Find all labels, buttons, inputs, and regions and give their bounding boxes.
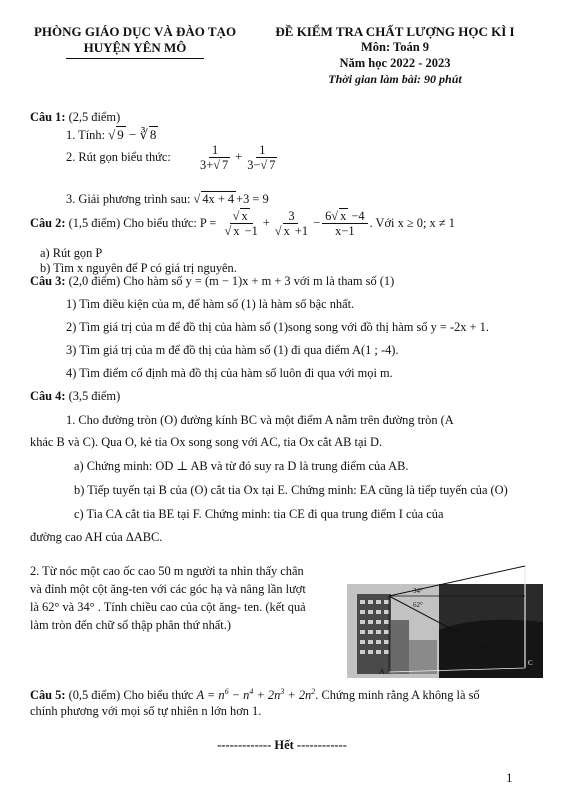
exam-title: ĐỀ KIỂM TRA CHẤT LƯỢNG HỌC KÌ I bbox=[275, 24, 515, 39]
end-marker: ------------- Hết ------------ bbox=[217, 738, 347, 752]
q4-part2-line2: và đỉnh một cột ăng-ten với các góc hạ và nâng lần lượt bbox=[30, 582, 306, 596]
q4-label: Câu 4: bbox=[30, 389, 66, 403]
q4-b: b) Tiếp tuyến tại B của (O) cắt tia Ox tại E. Chứng minh: EA cũng là tiếp tuyến của (O) bbox=[74, 483, 508, 497]
q2-text: (1,5 điểm) Cho biểu thức: P = bbox=[68, 216, 217, 231]
q3-part1: 1) Tìm điều kiện của m, để hàm số (1) là hàm số bậc nhất. bbox=[66, 297, 355, 311]
q4-c-line2: đường cao AH của ΔABC. bbox=[30, 530, 163, 544]
q2-label: Câu 2: bbox=[30, 216, 66, 231]
exam-header bbox=[250, 24, 540, 87]
fraction-p3: $\frac{6√ x -4}{x-1}$ bbox=[322, 209, 367, 239]
q4-part1-line1: 1. Cho đường tròn (O) đường kính BC và một điểm A nằm trên đường tròn (A bbox=[66, 413, 454, 427]
point-E-label: E bbox=[525, 562, 530, 570]
q4-a: a) Chứng minh: OD ⊥ AB và từ đó suy ra D là trung điểm của AB. bbox=[74, 459, 409, 473]
antenna-figure-svg bbox=[347, 560, 543, 678]
q1-part1 bbox=[66, 127, 158, 144]
q4-c-line1: c) Tia CA cắt tia BE tại F. Chứng minh: tia CE đi qua trung điểm I của của bbox=[74, 507, 444, 521]
q2-heading: Câu 2: (1,5 điểm) Cho biểu thức: P = $\frac{√ x}{√ x -1}$ + $\frac{3}{√ x +1}$ − $\frac{6√ x -4}{x-1}$ . Với x ≥ 0; x ≠ 1 bbox=[30, 209, 455, 239]
q1-part3-text: 3. Giải phương trình sau: bbox=[66, 192, 191, 206]
q1-heading bbox=[30, 110, 120, 126]
q1-points: (2,5 điểm) bbox=[68, 110, 121, 124]
district-name: HUYỆN YÊN MÔ bbox=[66, 40, 205, 58]
q2-condition: . Với x ≥ 0; x ≠ 1 bbox=[369, 216, 455, 231]
sqrt-expr: √ 9 − ∛ 8 bbox=[108, 127, 157, 142]
fraction-p1: $\frac{√ x}{√ x -1}$ bbox=[224, 209, 258, 239]
q1-part2: 2. Rút gọn biểu thức: $\frac{1}{3+√ 7}$ + $\frac{1}{3-√ 7}$ bbox=[66, 143, 282, 173]
exam-time: Thời gian làm bài: 90 phút bbox=[328, 71, 462, 86]
q3-part4: 4) Tìm điểm cố định mà đồ thị của hàm số luôn đi qua với mọi m. bbox=[66, 366, 393, 380]
q5-text-b: . Chứng minh rằng A không là số bbox=[315, 688, 480, 703]
exam-subject: Môn: Toán 9 bbox=[360, 40, 430, 55]
q3-text: (2,0 điểm) Cho hàm số y = (m − 1)x + m + 3 với m là tham số (1) bbox=[68, 274, 395, 288]
page-number: 1 bbox=[506, 770, 513, 785]
point-A-label: A bbox=[379, 667, 385, 676]
school-header bbox=[30, 24, 240, 59]
q5-text-a: Cho biểu thức bbox=[123, 688, 194, 703]
q3-part2: 2) Tìm giá trị của m để đồ thị của hàm số (1)song song với đồ thị hàm số y = -2x + 1. bbox=[66, 320, 489, 334]
fraction-2: $\frac{1}{3-√ 7}$ bbox=[247, 143, 276, 173]
q5-line2: chính phương với mọi số tự nhiên n lớn hơn 1. bbox=[30, 704, 262, 718]
q1-part1-text: 1. Tính: bbox=[66, 128, 106, 142]
fraction-1: $\frac{1}{3+√ 7}$ bbox=[200, 143, 229, 173]
exam-year: Năm học 2022 - 2023 bbox=[339, 55, 451, 70]
q3-heading bbox=[30, 274, 394, 290]
angle-62-label: 62° bbox=[413, 601, 423, 609]
q1-part3-tail: +3 = 9 bbox=[236, 192, 269, 206]
q4-part1-line2: khác B và C). Qua O, kẻ tia Ox song song với AC, tia Ox cắt AB tại D. bbox=[30, 435, 383, 449]
q5-points: (0,5 điểm) bbox=[68, 688, 121, 703]
q1-label: Câu 1: bbox=[30, 110, 66, 124]
q4-part2-line4: làm tròn đến chữ số thập phân thứ nhất.) bbox=[30, 618, 231, 632]
angle-34-label: 34° bbox=[413, 587, 423, 595]
antenna-figure bbox=[347, 560, 543, 678]
q3-part3: 3) Tìm giá trị của m để đồ thị của hàm số (1) đi qua điểm A(1 ; -4). bbox=[66, 343, 399, 357]
q4-part2-line3: là 62° và 34° . Tính chiều cao của cột ăng- ten. (kết quả bbox=[30, 600, 306, 614]
q1-part3: 3. Giải phương trình sau: √ 4x + 4 +3 = 9 bbox=[66, 192, 269, 206]
q4-part2-line1: 2. Từ nóc một cao ốc cao 50 m người ta nhìn thấy chân bbox=[30, 564, 304, 578]
fraction-p2: $\frac{3}{√ x +1}$ bbox=[274, 209, 309, 239]
q5-expression: $A = n^6 - n^4 + 2n^3 + 2n^2$ bbox=[196, 687, 316, 703]
q5-label: Câu 5: bbox=[30, 688, 66, 703]
point-C-label: C bbox=[528, 659, 533, 667]
q4-heading bbox=[30, 389, 120, 405]
q2-a: a) Rút gọn P bbox=[40, 246, 103, 260]
department-name: PHÒNG GIÁO DỤC VÀ ĐÀO TẠO bbox=[33, 24, 237, 39]
q5-line1 bbox=[30, 687, 480, 704]
q2-b: b) Tìm x nguyên để P có giá trị nguyên. bbox=[40, 261, 237, 275]
q3-label: Câu 3: bbox=[30, 274, 66, 288]
q1-part2-text: 2. Rút gọn biểu thức: bbox=[66, 150, 171, 165]
q4-points: (3,5 điểm) bbox=[68, 389, 121, 403]
